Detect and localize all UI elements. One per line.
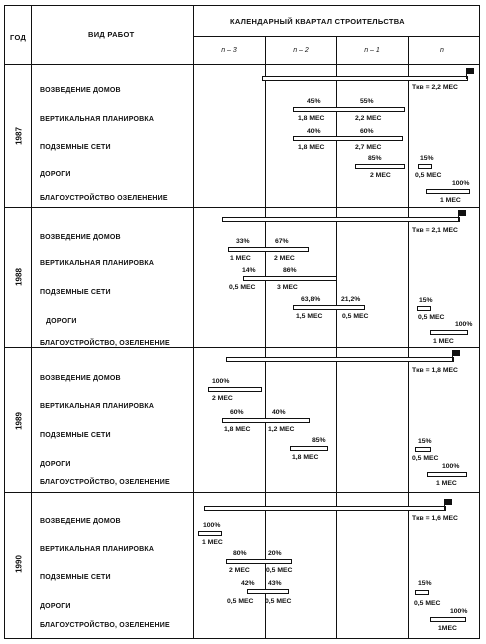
year-1989: 1989	[14, 412, 24, 430]
percent-label: 85%	[368, 155, 382, 162]
duration-label: 1 МЕС	[202, 539, 223, 546]
duration-label: 1МЕС	[438, 625, 457, 632]
column-n: n	[440, 47, 444, 54]
task-bar	[415, 447, 431, 452]
task-bar	[355, 164, 405, 169]
section-divider-1	[4, 207, 480, 208]
duration-label: 0,5 МЕС	[414, 600, 441, 607]
header-divider	[4, 64, 480, 65]
percent-label: 15%	[420, 155, 434, 162]
work-item: ВЕРТИКАЛЬНАЯ ПЛАНИРОВКА	[40, 260, 155, 267]
work-item: БЛАГОУСТРОЙСТВО ОЗЕЛЕНЕНИЕ	[40, 195, 168, 202]
percent-label: 15%	[419, 297, 433, 304]
task-bar	[293, 107, 405, 112]
duration-label: 2,7 МЕС	[355, 144, 382, 151]
percent-label: 100%	[203, 522, 221, 529]
quarter-divider-2	[336, 36, 337, 639]
duration-label: 0,5 МЕС	[342, 313, 369, 320]
year-1987: 1987	[14, 127, 24, 145]
tkv-label: Tкв = 2,1 МЕС	[412, 227, 458, 234]
percent-label: 20%	[268, 550, 282, 557]
percent-label: 100%	[442, 463, 460, 470]
percent-label: 42%	[241, 580, 255, 587]
work-item: БЛАГОУСТРОЙСТВО, ОЗЕЛЕНЕНИЕ	[40, 479, 170, 486]
task-bar	[415, 590, 429, 595]
year-1988: 1988	[14, 268, 24, 286]
percent-label: 63,8%	[301, 296, 321, 303]
schedule-span-line	[262, 76, 468, 81]
task-bar	[208, 387, 262, 392]
work-col-divider	[193, 5, 194, 639]
schedule-span-line	[222, 217, 460, 222]
percent-label: 43%	[268, 580, 282, 587]
work-item: ПОДЗЕМНЫЕ СЕТИ	[40, 574, 111, 581]
task-bar	[247, 589, 289, 594]
task-bar	[417, 306, 431, 311]
task-bar	[243, 276, 337, 281]
schedule-span-line	[204, 506, 446, 511]
task-bar	[430, 330, 468, 335]
year-column-header: ГОД	[10, 33, 27, 42]
task-bar	[228, 247, 309, 252]
year-col-divider	[31, 5, 32, 639]
work-item: ВОЗВЕДЕНИЕ ДОМОВ	[40, 234, 121, 241]
duration-label: 1 МЕС	[230, 255, 251, 262]
duration-label: 2 МЕС	[229, 567, 250, 574]
percent-label: 100%	[452, 180, 470, 187]
frame-right	[479, 5, 480, 639]
work-item: ПОДЗЕМНЫЕ СЕТИ	[40, 144, 111, 151]
task-bar	[293, 136, 403, 141]
duration-label: 1 МЕС	[436, 480, 457, 487]
duration-label: 1,5 МЕС	[296, 313, 323, 320]
duration-label: 1,8 МЕС	[292, 454, 319, 461]
work-item: ДОРОГИ	[40, 171, 71, 178]
duration-label: 2,2 МЕС	[355, 115, 382, 122]
work-item: ВОЗВЕДЕНИЕ ДОМОВ	[40, 87, 121, 94]
duration-label: 0,5 МЕС	[418, 314, 445, 321]
task-bar	[426, 189, 470, 194]
work-item: ПОДЗЕМНЫЕ СЕТИ	[40, 432, 111, 439]
task-bar	[226, 559, 292, 564]
duration-label: 1 МЕС	[433, 338, 454, 345]
work-item: ДОРОГИ	[46, 318, 77, 325]
duration-label: 1,8 МЕС	[298, 144, 325, 151]
tkv-label: Tкв = 1,6 МЕС	[412, 515, 458, 522]
duration-label: 1,8 МЕС	[298, 115, 325, 122]
work-item: ДОРОГИ	[40, 461, 71, 468]
work-item: БЛАГОУСТРОЙСТВО, ОЗЕЛЕНЕНИЕ	[40, 622, 170, 629]
column-n-minus-1: n – 1	[364, 47, 380, 54]
percent-label: 55%	[360, 98, 374, 105]
completion-flag-icon	[459, 210, 466, 216]
percent-label: 60%	[360, 128, 374, 135]
duration-label: 2 МЕС	[212, 395, 233, 402]
task-bar	[222, 418, 310, 423]
percent-label: 15%	[418, 438, 432, 445]
quarter-divider-1	[265, 36, 266, 639]
duration-label: 3 МЕС	[277, 284, 298, 291]
work-item: ДОРОГИ	[40, 603, 71, 610]
percent-label: 80%	[233, 550, 247, 557]
percent-label: 40%	[307, 128, 321, 135]
duration-label: 1 МЕС	[440, 197, 461, 204]
percent-label: 100%	[450, 608, 468, 615]
duration-label: 0,5 МЕС	[229, 284, 256, 291]
work-item: ВЕРТИКАЛЬНАЯ ПЛАНИРОВКА	[40, 546, 155, 553]
duration-label: 0,5 МЕС	[265, 598, 292, 605]
quarter-divider-3	[408, 36, 409, 639]
duration-label: 2 МЕС	[370, 172, 391, 179]
task-bar	[418, 164, 432, 169]
year-1990: 1990	[14, 555, 24, 573]
percent-label: 45%	[307, 98, 321, 105]
frame-top	[4, 5, 480, 6]
duration-label: 1,8 МЕС	[224, 426, 251, 433]
percent-label: 67%	[275, 238, 289, 245]
work-item: ВЕРТИКАЛЬНАЯ ПЛАНИРОВКА	[40, 116, 155, 123]
quarter-title: КАЛЕНДАРНЫЙ КВАРТАЛ СТРОИТЕЛЬСТВА	[230, 17, 405, 26]
column-n-minus-2: n – 2	[293, 47, 309, 54]
work-item: ВОЗВЕДЕНИЕ ДОМОВ	[40, 375, 121, 382]
column-n-minus-3: n – 3	[221, 47, 237, 54]
task-bar	[430, 617, 466, 622]
duration-label: 0,5 МЕС	[415, 172, 442, 179]
duration-label: 0,5 МЕС	[266, 567, 293, 574]
percent-label: 21,2%	[341, 296, 361, 303]
tkv-label: Tкв = 2,2 МЕС	[412, 84, 458, 91]
duration-label: 2 МЕС	[274, 255, 295, 262]
tkv-label: Tкв = 1,8 МЕС	[412, 367, 458, 374]
section-divider-2	[4, 347, 480, 348]
percent-label: 100%	[212, 378, 230, 385]
schedule-span-line	[226, 357, 454, 362]
frame-left	[4, 5, 5, 639]
percent-label: 15%	[418, 580, 432, 587]
work-item: ВЕРТИКАЛЬНАЯ ПЛАНИРОВКА	[40, 403, 155, 410]
duration-label: 0,5 МЕС	[227, 598, 254, 605]
percent-label: 60%	[230, 409, 244, 416]
duration-label: 0,5 МЕС	[412, 455, 439, 462]
work-item: ВОЗВЕДЕНИЕ ДОМОВ	[40, 518, 121, 525]
task-bar	[198, 531, 222, 536]
percent-label: 85%	[312, 437, 326, 444]
percent-label: 100%	[455, 321, 473, 328]
completion-flag-icon	[453, 350, 460, 356]
task-bar	[293, 305, 365, 310]
task-bar	[290, 446, 328, 451]
percent-label: 86%	[283, 267, 297, 274]
completion-flag-icon	[445, 499, 452, 505]
task-bar	[427, 472, 467, 477]
work-column-header: ВИД РАБОТ	[88, 30, 135, 39]
percent-label: 33%	[236, 238, 250, 245]
work-item: БЛАГОУСТРОЙСТВО, ОЗЕЛЕНЕНИЕ	[40, 340, 170, 347]
section-divider-3	[4, 492, 480, 493]
duration-label: 1,2 МЕС	[268, 426, 295, 433]
percent-label: 14%	[242, 267, 256, 274]
percent-label: 40%	[272, 409, 286, 416]
completion-flag-icon	[467, 68, 474, 74]
work-item: ПОДЗЕМНЫЕ СЕТИ	[40, 289, 111, 296]
